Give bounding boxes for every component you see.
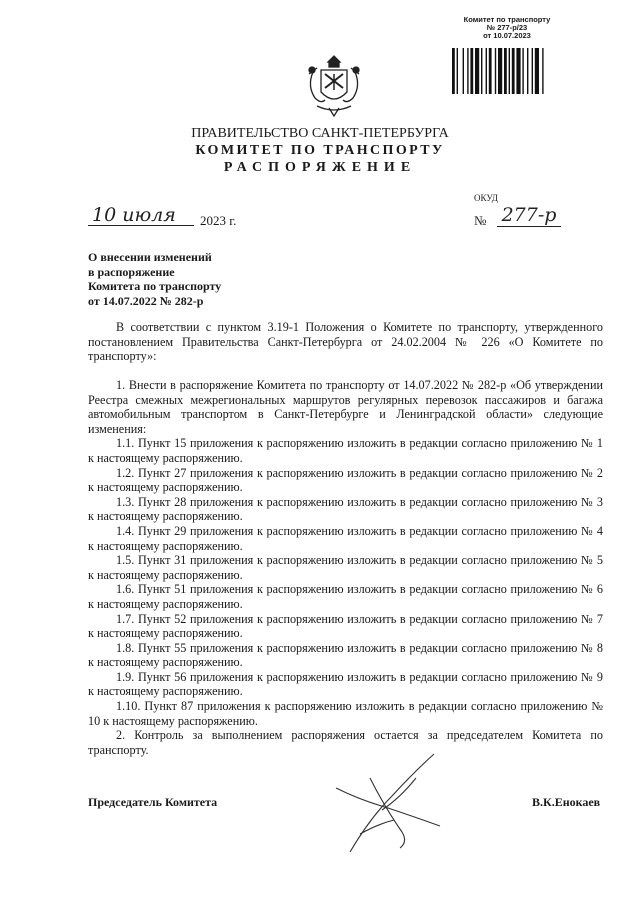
okud-label: ОКУД bbox=[474, 193, 498, 203]
date-year: 2023 г. bbox=[200, 213, 237, 228]
title-line: О внесении изменений bbox=[88, 250, 212, 264]
subpoint: 1.4. Пункт 29 приложения к распоряжению изложить в редакции согласно приложению № 4 к настоящему распоряжению. bbox=[88, 523, 603, 553]
date-handwritten: 10 июля bbox=[88, 204, 194, 226]
subpoint: 1.7. Пункт 52 приложения к распоряжению изложить в редакции согласно приложению № 7 к настоящему распоряжению. bbox=[88, 611, 603, 641]
document-title bbox=[88, 250, 221, 308]
barcode bbox=[452, 48, 560, 94]
subpoint: 1.2. Пункт 27 приложения к распоряжению изложить в редакции согласно приложению № 2 к настоящему распоряжению. bbox=[88, 465, 603, 495]
subpoint: 1.5. Пункт 31 приложения к распоряжению изложить в редакции согласно приложению № 5 к настоящему распоряжению. bbox=[88, 553, 603, 582]
preamble-block bbox=[88, 320, 603, 364]
signatory-position: Председатель Комитета bbox=[88, 795, 218, 809]
stamp-org: Комитет по транспорту bbox=[463, 15, 551, 24]
point-1: 1. Внести в распоряжение Комитета по транспорту от 14.07.2022 № 282-р «Об утверждении Реестра смежных межрегиональных маршрутов регулярных перевозок пассажиров и багажа автомобильным транспортом в Санкт-Петербурге и Ленинградской области» следующие изменения: bbox=[88, 378, 603, 436]
coat-of-arms-icon bbox=[303, 52, 365, 124]
title-line: от 14.07.2022 № 282-р bbox=[88, 293, 204, 308]
document-type: РАСПОРЯЖЕНИЕ bbox=[223, 160, 417, 175]
subpoint: 1.10. Пункт 87 приложения к распоряжению изложить в редакции согласно приложению № 10 к настоящему распоряжению. bbox=[88, 699, 603, 728]
government-name: ПРАВИТЕЛЬСТВО САНКТ-ПЕТЕРБУРГА bbox=[191, 126, 449, 141]
subpoint: 1.8. Пункт 55 приложения к распоряжению изложить в редакции согласно приложению № 8 к настоящему распоряжению. bbox=[88, 640, 603, 670]
subpoint: 1.6. Пункт 51 приложения к распоряжению изложить в редакции согласно приложению № 6 к настоящему распоряжению. bbox=[88, 582, 603, 611]
committee-name: КОМИТЕТ ПО ТРАНСПОРТУ bbox=[195, 143, 445, 158]
number-sign: № bbox=[474, 213, 487, 228]
registration-stamp bbox=[452, 16, 562, 40]
title-line: в распоряжение bbox=[88, 264, 175, 279]
handwritten-signature bbox=[330, 748, 450, 860]
number-handwritten: 277-р bbox=[497, 204, 561, 227]
subpoint: 1.3. Пункт 28 приложения к распоряжению изложить в редакции согласно приложению № 3 к настоящему распоряжению. bbox=[88, 494, 603, 524]
title-line: Комитета по транспорту bbox=[88, 279, 222, 294]
point-2: 2. Контроль за выполнением распоряжения остается за председателем Комитета по транспорту. bbox=[88, 728, 603, 757]
preamble: В соответствии с пунктом 3.19-1 Положения о Комитете по транспорту, утвержденного постановлением Правительства Санкт-Петербурга от 24.02.2004 № 226 «О Комитете по транспорту»: bbox=[88, 320, 603, 364]
stamp-number: № 277-р/23 bbox=[486, 23, 528, 32]
subpoint: 1.9. Пункт 56 приложения к распоряжению изложить в редакции согласно приложению № 9 к настоящему распоряжению. bbox=[88, 669, 603, 699]
body-block bbox=[88, 378, 603, 757]
stamp-date: от 10.07.2023 bbox=[483, 31, 531, 40]
signatory-name: В.К.Енокаев bbox=[532, 795, 601, 809]
subpoint: 1.1. Пункт 15 приложения к распоряжению изложить в редакции согласно приложению № 1 к настоящему распоряжению. bbox=[88, 436, 603, 465]
